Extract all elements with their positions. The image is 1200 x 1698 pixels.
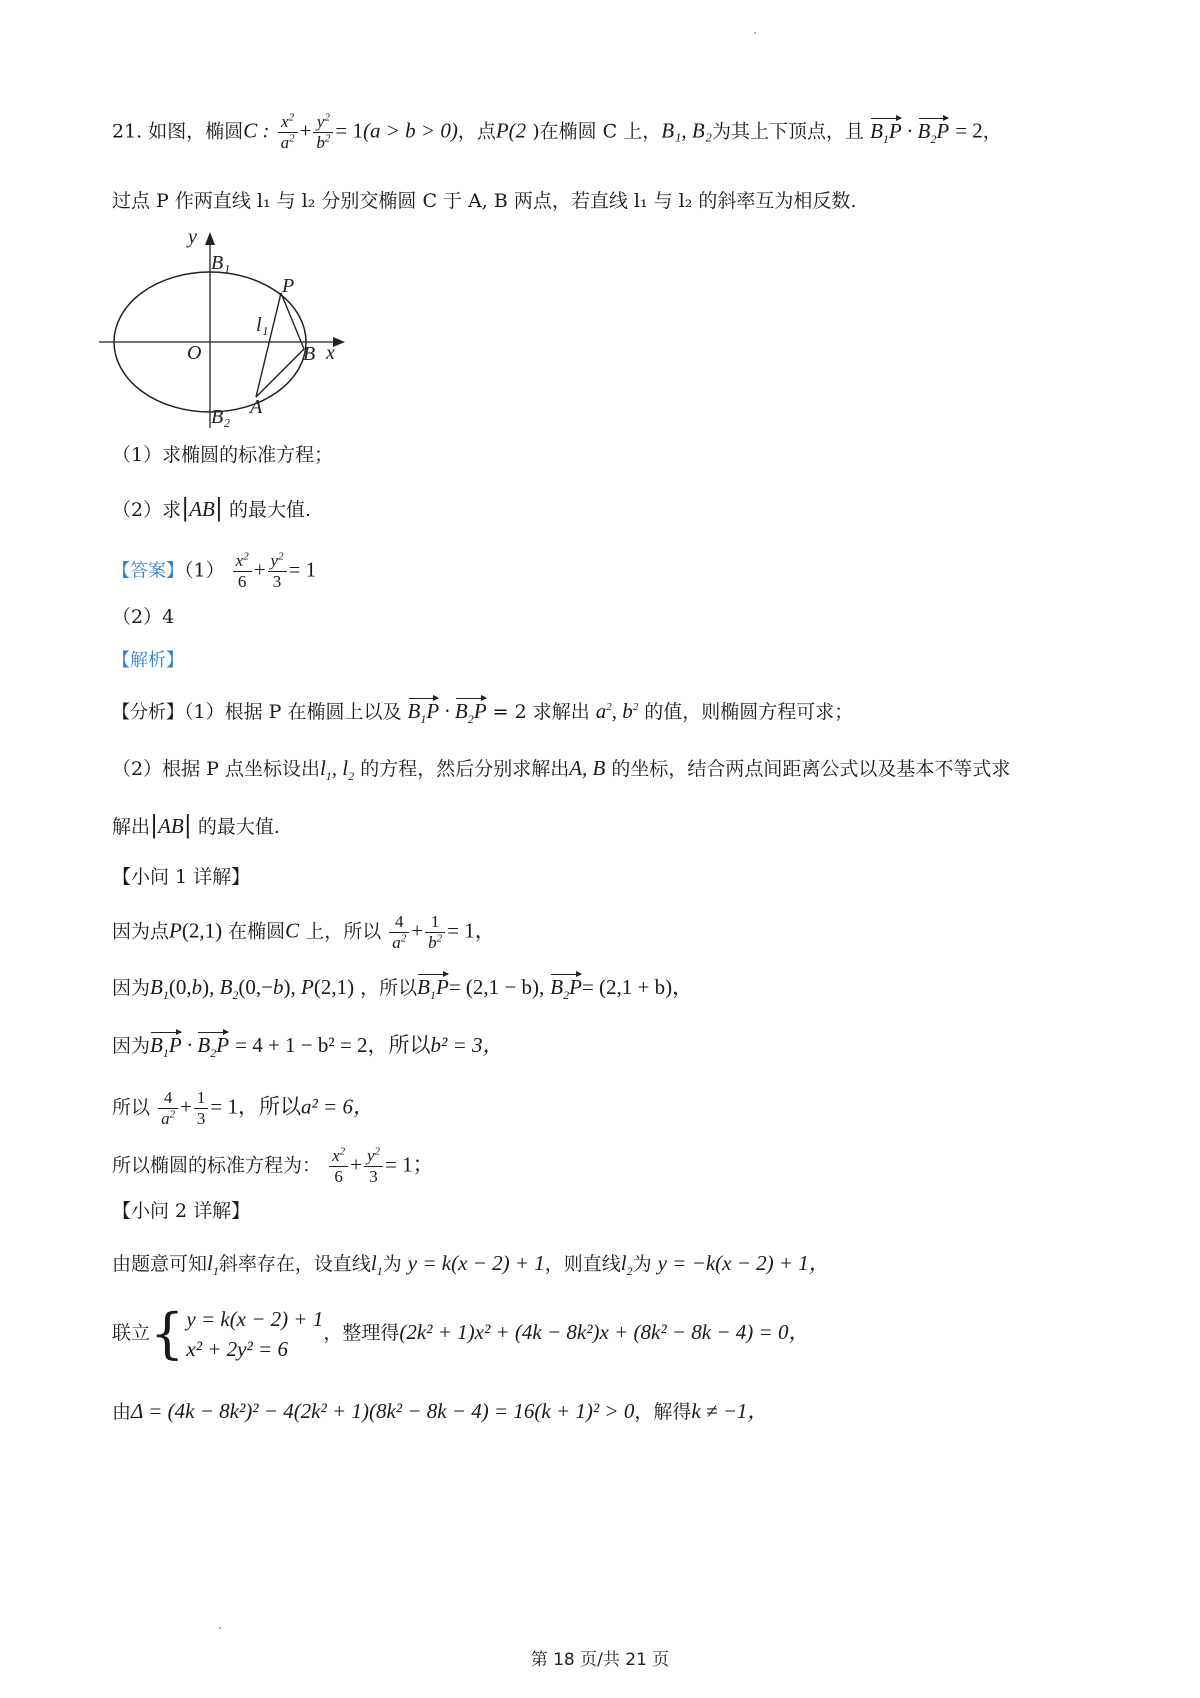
- detail-1-line-1: 因为点P(2,1) 在椭圆C 上，所以 $\frac{4}{a^2}$ + $\frac{1}{b^2}$ = 1，: [112, 912, 496, 952]
- detail-1-line-3: 因为$B_1P \cdot B_2P = 4 + 1 - b^2 = 2$，所以b² = 3，: [112, 1030, 504, 1061]
- question-2: （2）求|AB| 的最大值.: [112, 494, 312, 522]
- label-y: y: [188, 228, 197, 248]
- speck: [219, 1627, 221, 1629]
- ellipse-figure: [95, 228, 365, 440]
- problem-number: 21.: [112, 120, 143, 143]
- fenxi-line-1: 【分析】（1）根据 P 在椭圆上以及 $B_1P \cdot B_2P = 2$ 求解出 $a^2$, $b^2$ 的值，则椭圆方程可求；: [112, 696, 853, 728]
- fenxi-line-2: （2）根据 P 点坐标设出$l_1$, $l_2$ 的方程，然后分别求解出A, B 的坐标，结合两点间距离公式以及基本不等式求: [112, 756, 1011, 784]
- answer-label: 【答案】: [112, 560, 184, 582]
- detail-1-title: 【小问 1 详解】: [112, 866, 251, 888]
- label-origin: O: [187, 342, 202, 364]
- answer-line-2: （2）4: [112, 606, 175, 628]
- fraction-x2-a2: $\frac{x^2}{a^2}$: [278, 112, 298, 153]
- problem-line-2: 过点 P 作两直线 l₁ 与 l₂ 分别交椭圆 C 于 A, B 两点，若直线 l₁ 与 l₂ 的斜率互为相反数.: [112, 190, 857, 212]
- detail-1-line-5: 所以椭圆的标准方程为： $\frac{x^2}{6}$ + $\frac{y^2}{3}$ = 1；: [112, 1145, 434, 1186]
- problem-line-1: 21. 如图，椭圆C : $\frac{x^2}{a^2}$ + $\frac{y^2}{b^2}$ = 1(a > b > 0)，点P(2 )在椭圆 C 上，B₁, B₂为其上下顶点，且 $B_1P \cdot B_2P = 2$，: [112, 111, 1002, 152]
- detail-2-delta: 由Δ = (4k − 8k²)² − 4(2k² + 1)(8k² − 8k − 4) = 16(k + 1)² > 0，解得k ≠ −1，: [112, 1399, 769, 1423]
- label-a: A: [250, 396, 263, 418]
- y-axis-arrow: [205, 232, 215, 245]
- detail-2-line-1: 由题意可知$l_1$斜率存在，设直线$l_1$为 y = k(x − 2) + 1，则直线$l_2$为 y = −k(x − 2) + 1，: [112, 1251, 830, 1279]
- line-l2: [281, 293, 304, 349]
- label-b2: B₂: [211, 406, 231, 428]
- label-x: x: [326, 342, 335, 364]
- detail-2-system: 联立{ y = k(x − 2) + 1 x² + 2y² = 6 ，整理得(2k² + 1)x² + (4k − 8k²)x + (8k² − 8k − 4) = 0，: [112, 1302, 810, 1365]
- line-l1: [256, 293, 281, 397]
- label-b: B: [303, 343, 316, 365]
- question-1: （1）求椭圆的标准方程；: [112, 444, 334, 466]
- detail-1-line-2: 因为$B_1(0,b)$, $B_2(0,-b)$, P(2,1) ，所以$B_1P= (2,1 - b)$, $B_2P= (2,1 + b)$，: [112, 972, 693, 1003]
- fenxi-line-3: 解出|AB| 的最大值.: [112, 811, 280, 839]
- page-footer: 第 18 页/共 21 页: [530, 1650, 670, 1670]
- analysis-label: 【解析】: [112, 650, 184, 671]
- detail-2-title: 【小问 2 详解】: [112, 1200, 251, 1222]
- label-l1: l₁: [256, 314, 269, 336]
- label-p: P: [282, 275, 295, 297]
- fraction-y2-b2: $\frac{y^2}{b^2}$: [313, 112, 333, 153]
- label-b1: B₁: [211, 252, 231, 274]
- speck: [754, 32, 756, 34]
- answer-line-1: 【答案】（1） $\frac{x^2}{6}$ + $\frac{y^2}{3}$ = 1: [112, 550, 317, 591]
- detail-1-line-4: 所以 $\frac{4}{a^2}$ + $\frac{1}{3}$ = 1，所以a² = 6，: [112, 1088, 374, 1128]
